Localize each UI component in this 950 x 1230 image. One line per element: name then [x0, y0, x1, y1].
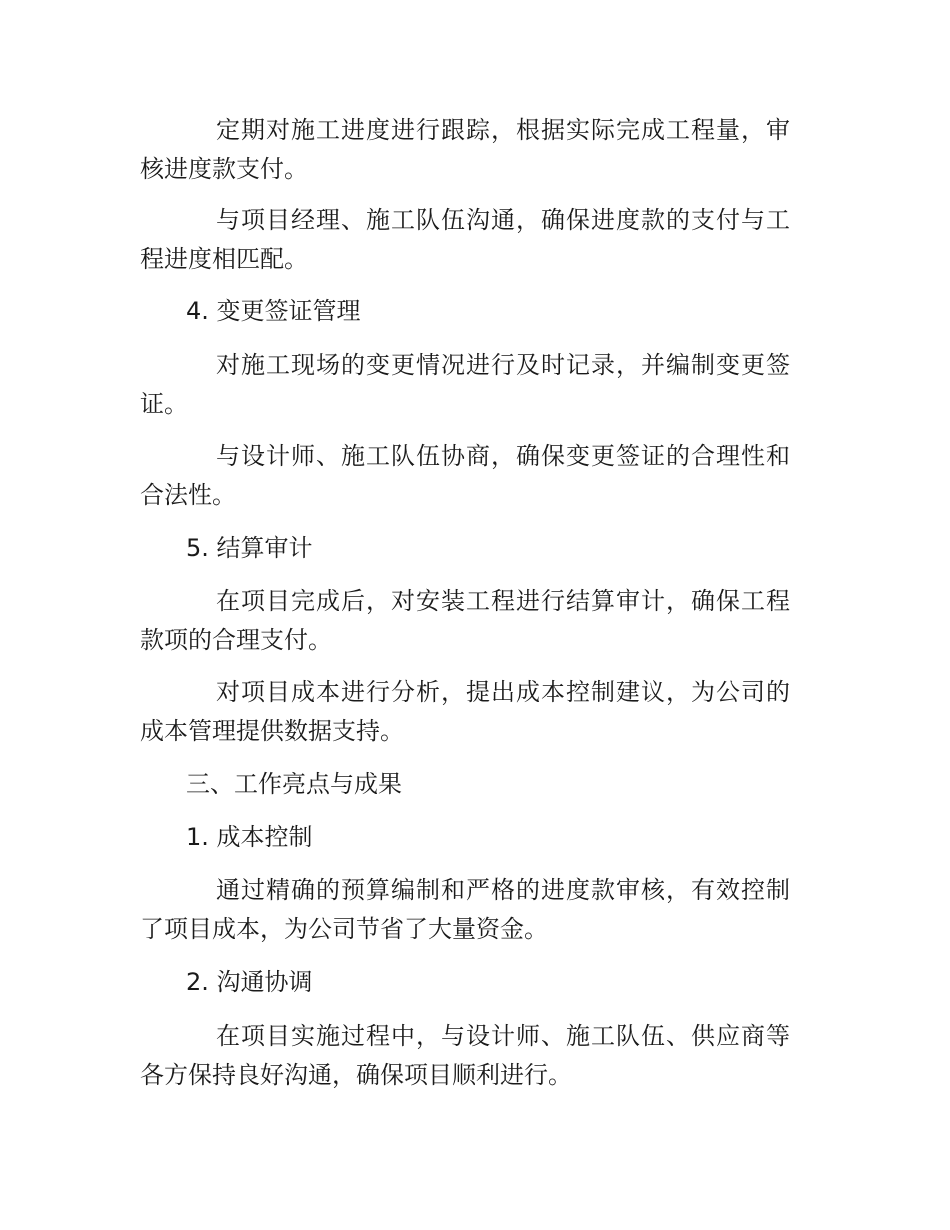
section-heading-settlement-audit: 5. 结算审计	[186, 534, 313, 562]
section-heading-highlights: 三、工作亮点与成果	[186, 770, 402, 798]
section-heading-cost-control: 1. 成本控制	[186, 823, 313, 851]
section-heading-change-visa: 4. 变更签证管理	[186, 297, 361, 325]
paragraph-progress-payment-communication: 与项目经理、施工队伍沟通，确保进度款的支付与工程进度相匹配。	[140, 206, 790, 273]
paragraph-cost-control: 通过精确的预算编制和严格的进度款审核，有效控制了项目成本，为公司节省了大量资金。	[140, 876, 790, 943]
paragraph-cost-analysis: 对项目成本进行分析，提出成本控制建议，为公司的成本管理提供数据支持。	[140, 678, 790, 745]
paragraph-change-negotiation: 与设计师、施工队伍协商，确保变更签证的合理性和合法性。	[140, 442, 790, 509]
paragraph-progress-tracking: 定期对施工进度进行跟踪，根据实际完成工程量，审核进度款支付。	[140, 116, 790, 183]
paragraph-communication: 在项目实施过程中，与设计师、施工队伍、供应商等各方保持良好沟通，确保项目顺利进行。	[140, 1022, 790, 1089]
paragraph-change-records: 对施工现场的变更情况进行及时记录，并编制变更签证。	[140, 351, 790, 418]
paragraph-settlement-audit: 在项目完成后，对安装工程进行结算审计，确保工程款项的合理支付。	[140, 587, 790, 654]
section-heading-communication: 2. 沟通协调	[186, 968, 313, 996]
